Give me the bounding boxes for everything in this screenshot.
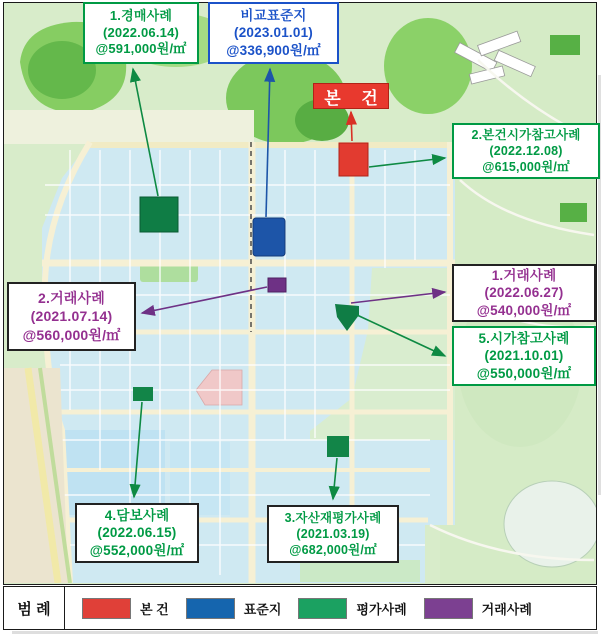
legend-item-appraisal [298, 598, 406, 619]
callout-title: 5.시가참고사례 [478, 330, 570, 346]
callout-subject-market-ref [452, 123, 600, 179]
callout-price: @591,000원/㎡ [95, 41, 187, 57]
callout-asset-revaluation-case [267, 505, 399, 563]
legend [3, 586, 597, 630]
callout-auction-case [83, 2, 199, 64]
subject-parcel [339, 143, 368, 176]
callout-title: 3.자산재평가사례 [284, 510, 382, 525]
appraisal-swatch [298, 598, 347, 619]
callout-price: @540,000원/㎡ [476, 302, 572, 318]
callout-title: 2.거래사례 [38, 290, 105, 307]
callout-date: (2022.06.15) [97, 525, 177, 541]
callout-title: 1.경매사례 [109, 7, 173, 23]
callout-trade-case-2 [7, 282, 136, 351]
arrow-subject [351, 112, 352, 141]
legend-items [65, 587, 596, 629]
callout-price: @552,000원/㎡ [89, 542, 185, 558]
legend-item-trade [424, 598, 532, 619]
callout-standard-lot [208, 2, 339, 64]
callout-title: 4.담보사례 [104, 507, 170, 523]
callout-date: (2022.12.08) [489, 143, 563, 158]
collateral-case-parcel [133, 387, 153, 401]
callout-title: 2.본건시가참고사례 [471, 127, 581, 142]
subject-label: 본 건 [313, 83, 389, 109]
trade-swatch [424, 598, 473, 619]
callout-date: (2021.07.14) [30, 308, 113, 325]
callout-price: @550,000원/㎡ [476, 365, 572, 381]
callout-trade-case-1 [452, 264, 596, 322]
legend-label: 거래사례 [481, 601, 532, 617]
standard-swatch [186, 598, 235, 619]
scan-shadow [12, 631, 598, 634]
callout-date: (2022.06.14) [102, 24, 180, 40]
legend-label: 본 건 [140, 601, 169, 617]
callout-price: @336,900원/㎡ [226, 42, 321, 58]
callout-price: @615,000원/㎡ [482, 160, 570, 175]
legend-label: 표준지 [243, 601, 282, 617]
auction-case-parcel [140, 197, 178, 232]
callout-date: (2021.10.01) [484, 348, 564, 364]
legend-label: 평가사례 [356, 601, 407, 617]
callout-date: (2023.01.01) [234, 25, 313, 41]
callout-market-ref-5 [452, 326, 596, 386]
callout-collateral-case [75, 503, 199, 563]
trade-case-parcel [268, 278, 286, 292]
callout-price: @560,000원/㎡ [22, 326, 121, 343]
legend-item-standard [186, 598, 282, 619]
standard-lot-parcel [253, 218, 285, 256]
callout-title: 비교표준지 [240, 7, 307, 23]
legend-title: 범 례 [4, 587, 65, 629]
revaluation-case-parcel [327, 436, 349, 457]
callout-price: @682,000원/㎡ [289, 543, 377, 558]
callout-date: (2022.06.27) [484, 285, 564, 301]
subject-swatch [82, 598, 131, 619]
legend-item-subject [82, 598, 169, 619]
callout-title: 1.거래사례 [491, 267, 557, 283]
callout-date: (2021.03.19) [296, 526, 370, 541]
